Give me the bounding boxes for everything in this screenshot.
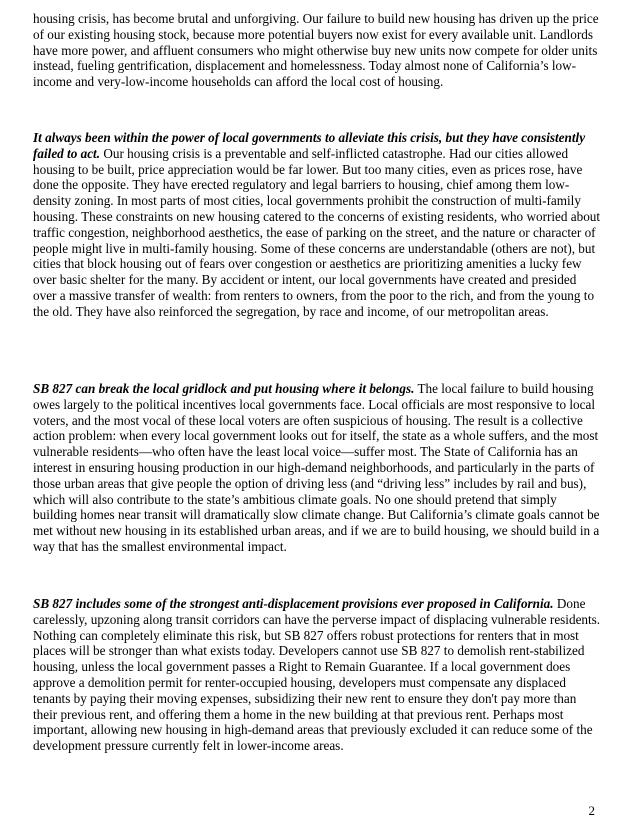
- paragraph-text: housing crisis, has become brutal and unforgiving. Our failure to build new housing has driven up the price of our existing housing stock, because more potential buyers now exist for every available unit. Landlords have more power, and affluent consumers who might otherwise buy new units now compete for older units instead, fueling gentrification, displacement and homelessness. Today almost none of California’s low-income and very-low-income households can afford the local cost of housing.: [33, 11, 599, 90]
- paragraph-lead: SB 827 can break the local gridlock and put housing where it belongs.: [33, 381, 415, 396]
- paragraph-text: Our housing crisis is a preventable and self-inflicted catastrophe. Had our cities allowed housing to be built, price appreciation would be far lower. But too many cities, even as prices rose, have done the opposite. They have erected regulatory and legal barriers to housing, chief among them low-density zoning. In most parts of most cities, local governments prohibit the construction of multi-family housing. These constraints on new housing catered to the concerns of existing residents, who worried about traffic congestion, neighborhood aesthetics, the ease of parking on the street, and the nature or character of people might live in multi-family housing. Some of these concerns are understandable (others are not), but cities that block housing out of fears over congestion or aesthetics are prioritizing amenities a lucky few over basic shelter for the many. By accident or intent, our local governments have created and presided over a massive transfer of wealth: from renters to owners, from the poor to the rich, and from the young to the old. They have also reinforced the segregation, by race and income, of our metropolitan areas.: [33, 145, 601, 319]
- paragraph-text: Done carelessly, upzoning along transit corridors can have the perverse impact of displacing vulnerable residents. Nothing can completely eliminate this risk, but SB 827 offers robust protections for renters that in most places will be stronger than what exists today. Developers cannot use SB 827 to demolish rent-stabilized housing, unless the local government passes a Right to Remain Guarantee. If a local government does approve a demolition permit for renter-occupied housing, developers must compensate any displaced tenants by paying their moving expenses, subsidizing their new rent to ensure they don't pay more than their previous rent, and offering them a home in the new building at that previous rent. Perhaps most important, allowing new housing in high-demand areas that previously excluded it can reduce some of the development pressure currently felt in lower-income areas.: [33, 596, 601, 754]
- page-number: 2: [588, 803, 595, 818]
- paragraph-local-gridlock: [33, 381, 603, 555]
- paragraph-anti-displacement: [33, 596, 603, 754]
- paragraph-lead: SB 827 includes some of the strongest anti-displacement provisions ever proposed in California.: [33, 596, 554, 611]
- paragraph-local-governments: [33, 130, 603, 320]
- paragraph-text: The local failure to build housing owes largely to the political incentives local governments face. Local officials are most responsive to local voters, and the most vocal of these local voters are often suspicious of housing. The result is a collective action problem: when every local government looks out for itself, the state as a whole suffers, and the most vulnerable residents—who often have the least local voice—suffer most. The State of California has an interest in ensuring housing production in our high-demand neighborhoods, and particularly in the parts of those urban areas that give people the option of driving less (and “driving less” includes by rail and bus), which will also contribute to the state’s ambitious climate goals. No one should pretend that simply building homes near transit will dramatically slow climate change. But California’s climate goals cannot be met without new housing in its established urban areas, and if we are to build housing, we should build in a way that has the smallest environmental impact.: [33, 381, 600, 554]
- paragraph-lead: It always been within the power of local governments to alleviate this crisis, but they have consistently failed to act.: [33, 130, 586, 161]
- paragraph-housing-crisis: [33, 11, 603, 90]
